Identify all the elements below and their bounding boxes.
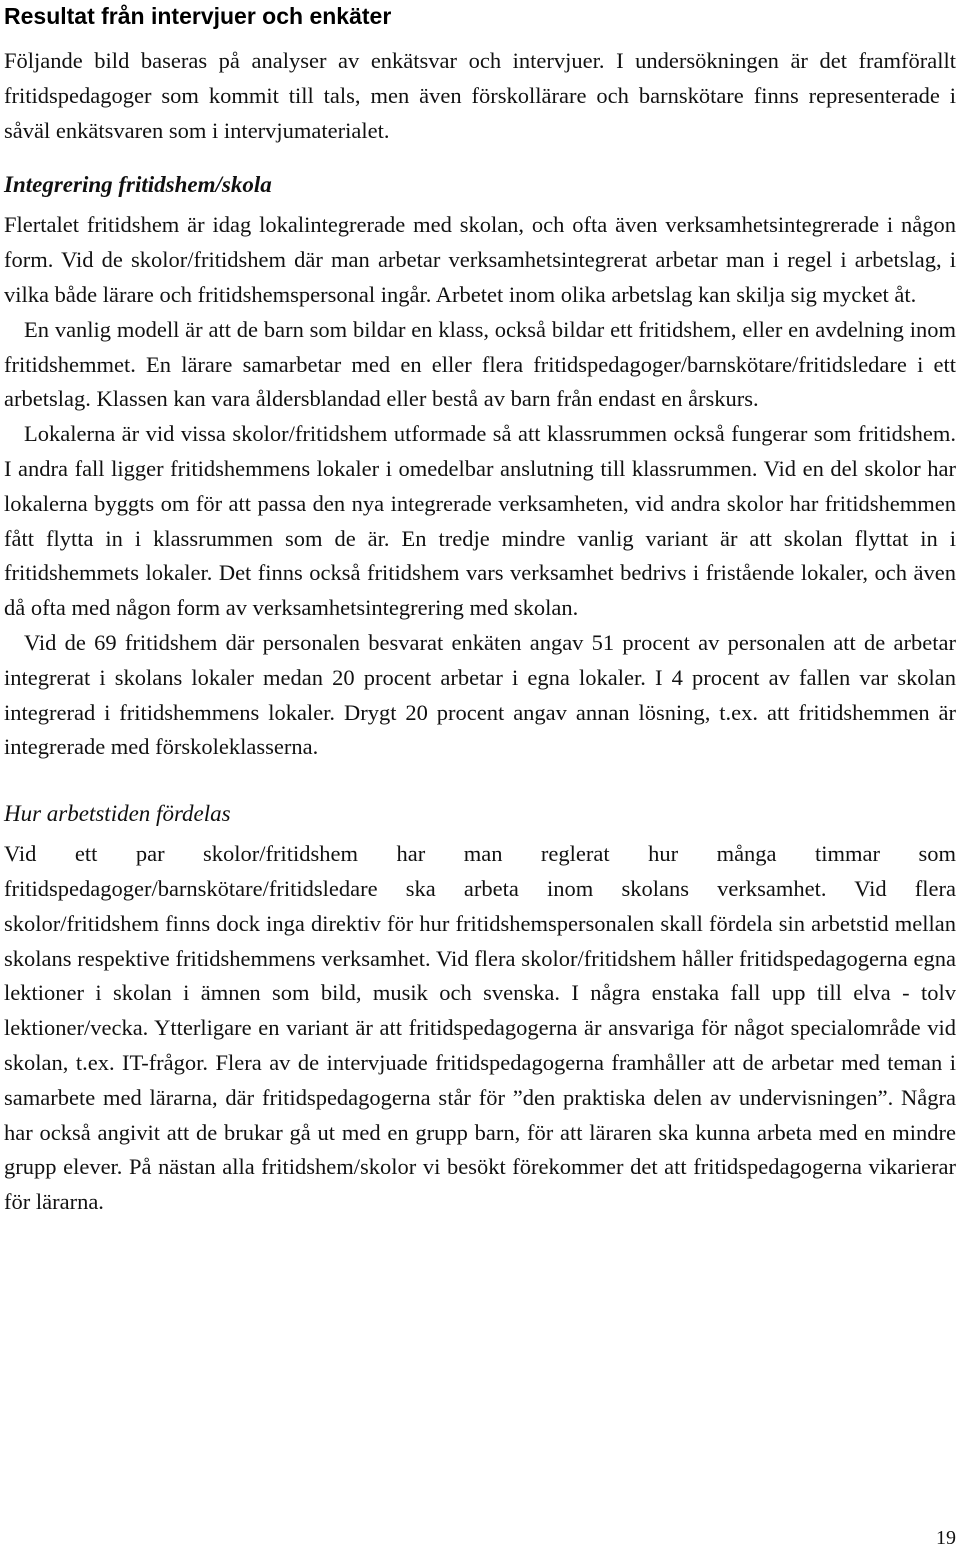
page-heading: Resultat från intervjuer och enkäter bbox=[4, 3, 392, 29]
section1-paragraph-2: En vanlig modell är att de barn som bildar en klass, också bildar ett fritidshem, eller en avdelning inom fritidshemmet. En lärare samarbetar med en eller flera fritidspedagoger/barnskötare/fritidsledare i ett arbetslag. Klassen kan vara åldersblandad eller bestå av barn från endast en årskurs. bbox=[4, 316, 956, 412]
section1-paragraph-4: Vid de 69 fritidshem där personalen besvarat enkäten angav 51 procent av personalen att de arbetar integrerat i skolans lokaler medan 20 procent arbetar i egna lokaler. I 4 procent av fallen var skolan integrerad i fritidshemmens lokaler. Drygt 20 procent angav annan lösning, t.ex. att fritidshemmen är integrerade med förskoleklasserna. bbox=[4, 629, 956, 760]
page-number: 19 bbox=[936, 1527, 956, 1549]
section-heading-arbetstid: Hur arbetstiden fördelas bbox=[4, 801, 231, 827]
intro-paragraph: Följande bild baseras på analyser av enkätsvar och intervjuer. I undersökningen är det framförallt fritidspedagoger som kommit till tals, men även förskollärare och barnskötare finns representerade i såväl enkätsvaren som i intervjumaterialet. bbox=[4, 48, 956, 143]
section1-paragraph-3: Lokalerna är vid vissa skolor/fritidshem utformade så att klassrummen också fungerar som fritidshem. I andra fall ligger fritidshemmens lokaler i omedelbar anslutning till klassrummen. Vid en del skolor har lokalerna byggts om för att passa den nya integrerade verksamheten, vid andra skolor har fritidshemmen fått flytta in i klassrummen som de är. En tredje mindre vanlig variant är att skolan flyttat in i fritidshemmets lokaler. Det finns också fritidshem vars verksamhet bedrivs i fristående lokaler, och även då ofta med någon form av verksamhetsintegrering med skolan. bbox=[4, 421, 956, 621]
section-heading-integrering: Integrering fritidshem/skola bbox=[4, 172, 272, 198]
document-page bbox=[4, 0, 956, 1220]
section2-paragraph-1: Vid ett par skolor/fritidshem har man reglerat hur många timmar som fritidspedagoger/barnskötare/fritidsledare ska arbeta inom skolans verksamhet. Vid flera skolor/fritidshem finns dock inga direktiv för hur fritidshemspersonalen skall fördela sin arbetstid mellan skolans respektive fritidshemmens verksamhet. Vid flera skolor/fritidshem håller fritidspedagogerna egna lektioner i skolan i ämnen som bild, musik och svenska. I några enstaka fall upp till elva - tolv lektioner/vecka. Ytterligare en variant är att fritidspedagogerna är ansvariga för något specialområde vid skolan, t.ex. IT-frågor. Flera av de intervjuade fritidspedagogerna framhåller att de arbetar med teman i samarbete med lärarna, där fritidspedagogerna står för ”den praktiska delen av undervisningen”. Några har också angivit att de brukar gå ut med en grupp barn, för att läraren ska kunna arbeta med en mindre grupp elever. På nästan alla fritidshem/skolor vi besökt förekommer det att fritidspedagogerna vikarierar för lärarna. bbox=[4, 841, 956, 1215]
section1-paragraph-1: Flertalet fritidshem är idag lokalintegrerade med skolan, och ofta även verksamhetsintegrerade i någon form. Vid de skolor/fritidshem där man arbetar verksamhetsintegrerat arbetar man i regel i arbetslag, i vilka både lärare och fritidshemspersonal ingår. Arbetet inom olika arbetslag kan skilja sig mycket åt. bbox=[4, 212, 956, 307]
